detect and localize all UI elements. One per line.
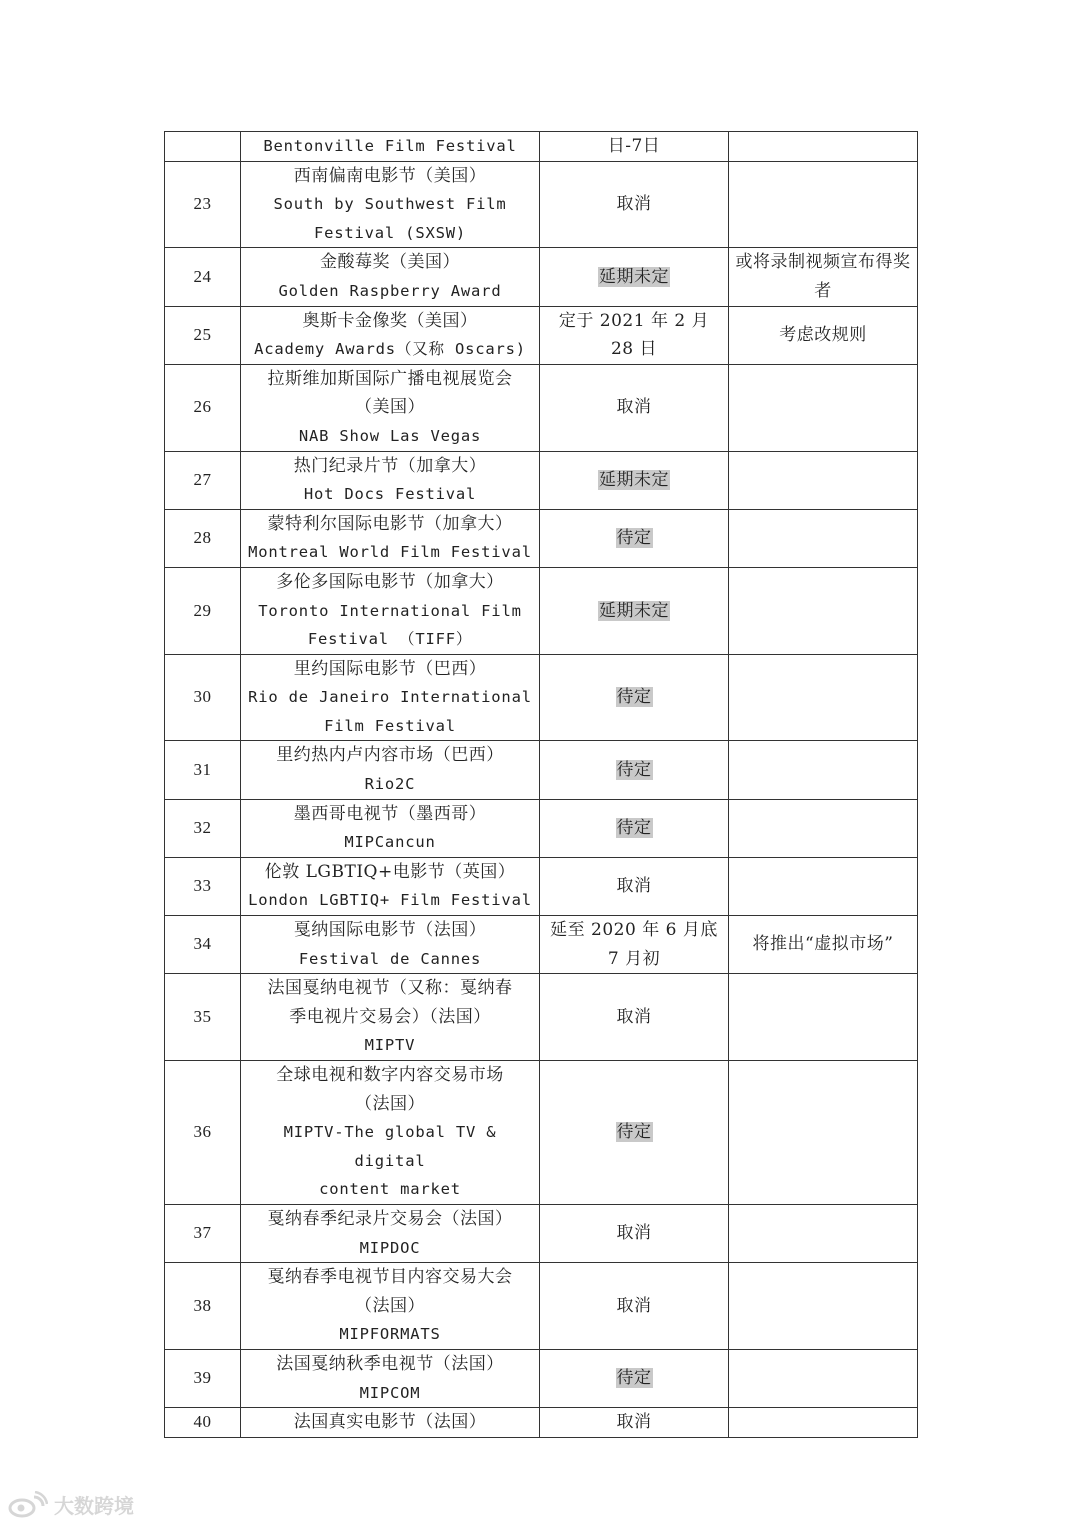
- festival-name-zh: 戛纳春季纪录片交易会（法国）: [267, 1208, 513, 1229]
- festival-name-zh: 多伦多国际电影节（加拿大）: [276, 571, 504, 592]
- festival-name-en: Golden Raspberry Award: [278, 281, 502, 300]
- status-text: 定于 2021 年 2 月 28 日: [558, 310, 710, 360]
- festival-name-zh: 全球电视和数字内容交易市场: [276, 1065, 504, 1085]
- festival-name-cell: [241, 161, 540, 248]
- row-number: 26: [165, 364, 241, 451]
- festival-name-cell: [241, 916, 540, 974]
- festival-name-en: MIPTV: [364, 1036, 416, 1055]
- festival-name-cell: [241, 654, 540, 741]
- table-row: [165, 1349, 918, 1407]
- festival-name-en: NAB Show Las Vegas: [298, 426, 482, 445]
- row-number: 36: [165, 1061, 241, 1205]
- status-cell: [540, 799, 729, 857]
- status-cell: [540, 306, 729, 364]
- table-row: [165, 799, 918, 857]
- status-text: 取消: [616, 876, 652, 897]
- row-number: 38: [165, 1263, 241, 1350]
- festival-name-zh: （美国）: [355, 397, 425, 418]
- festival-name-zh: 法国真实电影节（法国）: [293, 1412, 487, 1433]
- note-cell: [729, 974, 918, 1061]
- row-number: 39: [165, 1349, 241, 1407]
- row-number: 33: [165, 857, 241, 915]
- status-cell: [540, 654, 729, 741]
- festival-name-zh: （法国）: [355, 1295, 425, 1316]
- note-cell: [729, 509, 918, 567]
- status-cell: [540, 1408, 729, 1438]
- table-row: [165, 132, 918, 162]
- row-number: 31: [165, 741, 241, 799]
- festival-name-en: MIPDOC: [359, 1238, 421, 1257]
- festival-name-cell: [241, 857, 540, 915]
- festival-name-en: MIPCOM: [359, 1383, 421, 1402]
- status-text: 待定: [616, 817, 652, 838]
- table-row: [165, 916, 918, 974]
- status-cell: [540, 132, 729, 162]
- festival-name-zh: 法国戛纳秋季电视节（法国）: [276, 1353, 504, 1374]
- festival-name-zh: （法国）: [355, 1093, 425, 1114]
- row-number: 32: [165, 799, 241, 857]
- festival-name-zh: 金酸莓奖（美国）: [320, 252, 460, 273]
- festival-name-cell: [241, 799, 540, 857]
- festival-name-en: MIPCancun: [344, 833, 436, 852]
- watermark-text: 大数跨境: [54, 1494, 134, 1518]
- status-text: 日-7日: [607, 136, 661, 156]
- festival-name-zh: 伦敦 LGBTIQ+电影节（英国）: [264, 861, 516, 882]
- festival-name-en: Toronto International Film: [258, 601, 522, 620]
- status-text: 取消: [616, 1223, 652, 1244]
- festival-name-en: content market: [319, 1180, 461, 1199]
- festival-name-en: MIPFORMATS: [339, 1325, 441, 1344]
- table-row: [165, 1408, 918, 1438]
- row-number: 40: [165, 1408, 241, 1438]
- row-number: 34: [165, 916, 241, 974]
- festival-name-zh: 里约国际电影节（巴西）: [293, 658, 487, 679]
- table-row: [165, 1061, 918, 1205]
- table-body: [165, 132, 918, 1438]
- festival-name-en: South by Southwest Film: [273, 195, 507, 214]
- row-number: 27: [165, 451, 241, 509]
- festival-name-zh: 蒙特利尔国际电影节（加拿大）: [267, 513, 513, 534]
- table-row: [165, 567, 918, 654]
- festival-name-zh: 奥斯卡金像奖（美国）: [302, 310, 478, 331]
- festival-name-zh: 拉斯维加斯国际广播电视展览会: [267, 368, 513, 389]
- note-cell: [729, 857, 918, 915]
- table-row: [165, 857, 918, 915]
- festival-name-en: Festival (SXSW): [314, 223, 466, 242]
- festival-name-en: Hot Docs Festival: [303, 485, 477, 504]
- festival-name-zh: 墨西哥电视节（墨西哥）: [293, 803, 487, 824]
- row-number: 30: [165, 654, 241, 741]
- festival-name-en: Academy Awards（又称 Oscars): [254, 340, 526, 359]
- table-row: [165, 364, 918, 451]
- note-cell: [729, 1349, 918, 1407]
- table-row: [165, 248, 918, 306]
- festival-status-table: [164, 131, 918, 1438]
- row-number: 25: [165, 306, 241, 364]
- status-text: 取消: [616, 194, 652, 215]
- festival-name-cell: [241, 1408, 540, 1438]
- row-number: [165, 132, 241, 162]
- note-cell: [729, 1204, 918, 1262]
- status-text: 待定: [616, 687, 652, 708]
- status-text: 取消: [616, 1412, 652, 1433]
- note-cell: 考虑改规则: [729, 306, 918, 364]
- weibo-logo-icon: [8, 1491, 48, 1519]
- watermark: [8, 1490, 134, 1519]
- festival-name-cell: [241, 306, 540, 364]
- festival-name-cell: [241, 567, 540, 654]
- note-cell: [729, 1061, 918, 1205]
- note-cell: [729, 799, 918, 857]
- status-text: 待定: [616, 1368, 652, 1389]
- status-text: 待定: [616, 528, 652, 549]
- festival-name-en: Festival de Cannes: [298, 949, 482, 968]
- row-number: 28: [165, 509, 241, 567]
- note-cell: [729, 364, 918, 451]
- status-text: 延期未定: [599, 469, 669, 490]
- table-row: [165, 509, 918, 567]
- row-number: 37: [165, 1204, 241, 1262]
- note-cell: [729, 567, 918, 654]
- note-cell: 将推出“虚拟市场”: [729, 916, 918, 974]
- status-cell: [540, 509, 729, 567]
- table-row: [165, 974, 918, 1061]
- status-text: 延至 2020 年 6 月底 7 月初: [550, 920, 718, 969]
- festival-name-cell: [241, 132, 540, 162]
- status-text: 延期未定: [599, 266, 669, 287]
- festival-name-zh: 法国戛纳电视节（又称：戛纳春: [267, 978, 513, 999]
- note-cell: [729, 741, 918, 799]
- festival-name-en: London LGBTIQ+ Film Festival: [248, 891, 532, 910]
- note-cell: 或将录制视频宣布得奖者: [729, 248, 918, 306]
- table-row: [165, 741, 918, 799]
- festival-name-en: Montreal World Film Festival: [248, 543, 532, 562]
- festival-name-cell: [241, 1204, 540, 1262]
- festival-name-cell: [241, 1263, 540, 1350]
- status-cell: [540, 741, 729, 799]
- status-cell: [540, 1263, 729, 1350]
- festival-name-zh: 戛纳国际电影节（法国）: [293, 920, 487, 941]
- festival-name-cell: [241, 741, 540, 799]
- table-row: [165, 1204, 918, 1262]
- note-cell: [729, 1263, 918, 1350]
- status-cell: [540, 857, 729, 915]
- status-cell: [540, 161, 729, 248]
- status-text: 待定: [616, 1122, 652, 1143]
- status-cell: [540, 451, 729, 509]
- status-text: 取消: [616, 1006, 652, 1027]
- festival-name-zh: 热门纪录片节（加拿大）: [293, 455, 487, 476]
- festival-name-zh: 戛纳春季电视节目内容交易大会: [267, 1267, 513, 1288]
- festival-name-cell: [241, 1061, 540, 1205]
- status-cell: [540, 1061, 729, 1205]
- table-row: [165, 306, 918, 364]
- festival-name-zh: 西南偏南电影节（美国）: [293, 165, 487, 186]
- festival-name-en: Bentonville Film Festival: [263, 137, 517, 155]
- status-cell: [540, 567, 729, 654]
- note-cell: [729, 451, 918, 509]
- row-number: 29: [165, 567, 241, 654]
- festival-name-en: Film Festival: [324, 716, 456, 735]
- status-text: 取消: [616, 1295, 652, 1316]
- status-cell: [540, 916, 729, 974]
- note-cell: [729, 132, 918, 162]
- festival-name-cell: [241, 364, 540, 451]
- table-row: [165, 451, 918, 509]
- note-cell: [729, 1408, 918, 1438]
- status-text: 待定: [616, 759, 652, 780]
- table-row: [165, 1263, 918, 1350]
- festival-name-cell: [241, 451, 540, 509]
- row-number: 23: [165, 161, 241, 248]
- festival-name-cell: [241, 974, 540, 1061]
- festival-name-zh: 季电视片交易会）（法国）: [289, 1006, 491, 1027]
- note-cell: [729, 161, 918, 248]
- status-cell: [540, 1349, 729, 1407]
- festival-name-cell: [241, 509, 540, 567]
- festival-name-zh: 里约热内卢内容市场（巴西）: [276, 745, 504, 766]
- row-number: 35: [165, 974, 241, 1061]
- note-cell: [729, 654, 918, 741]
- festival-name-cell: [241, 1349, 540, 1407]
- festival-name-en: Rio2C: [364, 775, 416, 794]
- row-number: 24: [165, 248, 241, 306]
- status-cell: [540, 1204, 729, 1262]
- status-text: 延期未定: [599, 600, 669, 621]
- festival-name-en: MIPTV-The global TV & digital: [283, 1123, 497, 1170]
- table-row: [165, 161, 918, 248]
- status-cell: [540, 248, 729, 306]
- status-cell: [540, 364, 729, 451]
- status-cell: [540, 974, 729, 1061]
- status-text: 取消: [616, 397, 652, 418]
- table-row: [165, 654, 918, 741]
- festival-name-cell: [241, 248, 540, 306]
- festival-name-en: Festival （TIFF）: [307, 630, 473, 649]
- festival-name-en: Rio de Janeiro International: [248, 688, 532, 707]
